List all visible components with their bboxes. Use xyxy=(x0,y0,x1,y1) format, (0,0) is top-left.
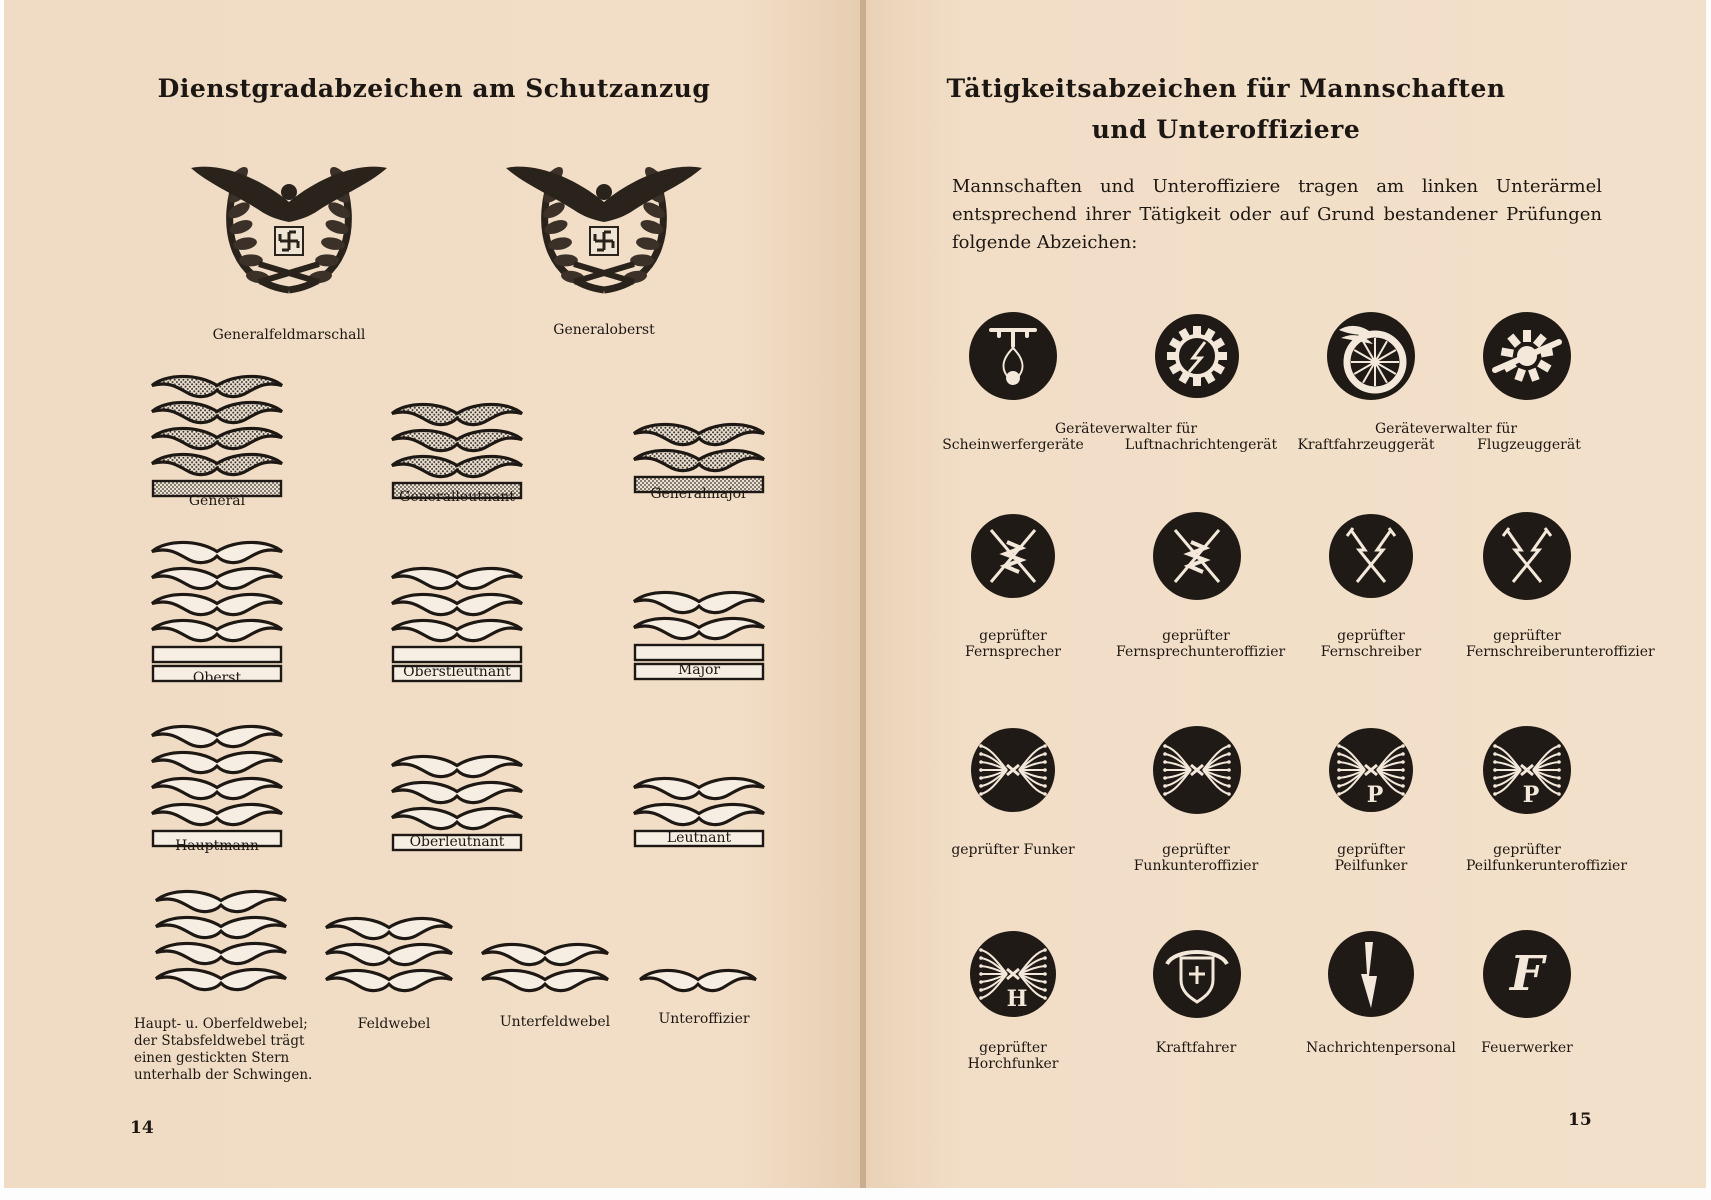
right-page-heading-line2: und Unteroffiziere xyxy=(1091,115,1361,144)
lightning-bolt-icon xyxy=(1321,924,1421,1024)
rank-label: Generalmajor xyxy=(650,486,748,502)
badge-label: Kraftfahrer xyxy=(1155,1040,1237,1056)
rank-label: Generalleutnant xyxy=(399,489,515,505)
crossed-lightning-icon xyxy=(1477,506,1577,606)
badge-label: Nachrichtenpersonal xyxy=(1306,1040,1456,1056)
searchlight-icon xyxy=(963,306,1063,406)
rank-label: Unterfeldwebel xyxy=(499,1014,611,1030)
rank-label: Feldwebel xyxy=(357,1016,431,1032)
svg-text:P: P xyxy=(1366,782,1384,808)
radio-waves-p-icon xyxy=(1321,720,1421,820)
svg-text:F: F xyxy=(1509,946,1545,1002)
svg-text:P: P xyxy=(1522,782,1540,808)
badge-label: geprüfter Fernschreiberunteroffizier xyxy=(1466,628,1655,660)
badge-label: geprüfter Funkunteroffizier xyxy=(1133,842,1259,874)
right-page xyxy=(866,0,1706,1188)
rank-insignia xyxy=(638,966,758,998)
rank-insignia xyxy=(150,722,284,851)
rank-insignia xyxy=(150,538,284,686)
rank-label: Generalfeldmarschall xyxy=(212,327,366,343)
rank-label: Leutnant xyxy=(666,830,732,846)
eagle-wreath-icon xyxy=(189,132,389,302)
rank-insignia xyxy=(150,372,284,501)
rank-label: Oberst xyxy=(192,670,242,686)
rank-label: Oberleutnant xyxy=(409,834,505,850)
propeller-engine-icon xyxy=(1477,306,1577,406)
page-number-left: 14 xyxy=(130,1118,154,1138)
badge-label: Scheinwerfergeräte xyxy=(942,437,1084,453)
rank-label: Hauptmann xyxy=(175,838,259,854)
badge-label: Feuerwerker xyxy=(1481,1040,1573,1056)
rank-insignia xyxy=(480,940,610,998)
letter-f-icon xyxy=(1477,924,1577,1024)
radio-waves-icon xyxy=(1147,720,1247,820)
gear-lightning-icon xyxy=(1147,306,1247,406)
badge-label: geprüfter Peilfunker xyxy=(1334,842,1408,874)
rank-label: General xyxy=(188,493,246,509)
zigzag-cable-icon xyxy=(963,506,1063,606)
badge-label: Luftnachrichtengerät xyxy=(1124,437,1278,453)
rank-label: Oberstleutnant xyxy=(403,664,511,680)
rank-insignia xyxy=(390,400,524,503)
radio-waves-icon xyxy=(963,720,1063,820)
rank-label: Generaloberst xyxy=(553,322,655,338)
badge-label: geprüfter Funker xyxy=(951,842,1075,858)
rank-label: Major xyxy=(677,662,721,678)
winged-wheel-icon xyxy=(1321,306,1421,406)
badge-label: geprüfter Fernsprecher xyxy=(965,628,1061,660)
rank-insignia xyxy=(324,914,454,998)
left-page xyxy=(4,0,864,1188)
svg-text:H: H xyxy=(1006,986,1028,1012)
rank-label: Haupt- u. Oberfeldwebel; der Stabsfeldwebel trägt einen gestickten Stern unterhalb der Schwingen. xyxy=(134,1016,313,1083)
group-label: Geräteverwalter für xyxy=(1054,421,1198,437)
badge-label: geprüfter Fernschreiber xyxy=(1320,628,1422,660)
badge-label: geprüfter Peilfunkerunteroffizier xyxy=(1466,842,1628,874)
eagle-wreath-icon xyxy=(504,132,704,302)
left-page-heading: Dienstgradabzeichen am Schutzanzug xyxy=(157,74,711,103)
rank-insignia xyxy=(154,887,288,997)
radio-waves-h-icon xyxy=(963,924,1063,1024)
badge-label: Kraftfahrzeuggerät xyxy=(1297,437,1435,453)
badge-label: geprüfter Fernsprechunteroffizier xyxy=(1116,628,1286,660)
rank-label: Unteroffizier xyxy=(658,1011,750,1027)
crossed-lightning-icon xyxy=(1321,506,1421,606)
radio-waves-p-icon xyxy=(1477,720,1577,820)
group-label: Geräteverwalter für xyxy=(1374,421,1518,437)
steering-shield-icon xyxy=(1147,924,1247,1024)
right-page-heading-line1: Tätigkeitsabzeichen für Mannschaften xyxy=(946,74,1506,103)
badge-label: Flugzeuggerät xyxy=(1477,437,1581,453)
zigzag-cable-icon xyxy=(1147,506,1247,606)
page-number-right: 15 xyxy=(1568,1110,1592,1130)
intro-paragraph: Mannschaften und Unteroffiziere tragen am linken Unterärmel entsprechend ihrer Tätigkeit oder auf Grund bestandener Prüfungen folgende Abzeichen: xyxy=(952,176,1602,253)
badge-label: geprüfter Horchfunker xyxy=(967,1040,1059,1072)
